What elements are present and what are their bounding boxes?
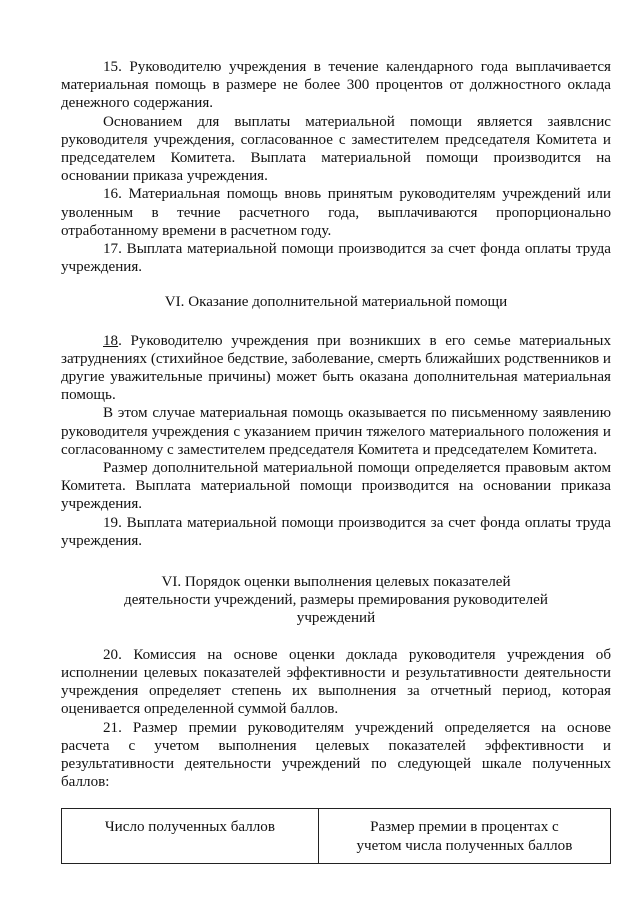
section-heading-evaluation [61,573,611,628]
paragraph-19: 19. Выплата материальной помощи производится за счет фонда оплаты труда учреждения. [61,514,611,549]
paragraph-18-amount: Размер дополнительной материальной помощи определяется правовым актом Комитета. Выплата материальной помощи производится на основании приказа учреждения. [61,460,611,513]
paragraph-15-basis: Основанием для выплаты материальной помощи является заявлснис руководителя учреждения, согласованное с заместителем председателя Комитета и председателем Комитета. Выплата материальной помощи производится на основании приказа учреждения. [61,113,611,185]
paragraph-18 [61,332,611,405]
document-page [61,58,611,864]
table-header-bonus-line-1: Размер премии в процентах с [370,819,559,836]
paragraph-16: 16. Материальная помощь вновь принятым руководителям учреждений или уволенным в течние расчетного года, выплачиваются пропорционально отработанному времени в расчетном году. [61,186,611,239]
table-header-points: Число полученных баллов [62,809,319,863]
paragraph-17: 17. Выплата материальной помощи производится за счет фонда оплаты труда учреждения. [61,241,611,276]
section-heading-line-3: учреждений [296,610,376,627]
section-heading-line-2: деятельности учреждений, размеры премирования руководителей [124,592,548,609]
paragraph-18-text: . Руководителю учреждения при возникших в его семье материальных затруднениях (стихийное бедствие, заболевание, смерть ближайших родственников и другие уважительные причины) может быть оказана дополнительная материальная помощь. [61,332,611,404]
paragraph-18-number: 18 [103,332,119,349]
section-heading-line-1: VI. Порядок оценки выполнения целевых показателей [161,574,511,591]
paragraph-20: 20. Комиссия на основе оценки доклада руководителя учреждения об исполнении целевых показателей эффективности и результативности деятельности учреждения определяет степень их выполнения за отчетный период, которая оценивается определенной суммой баллов. [61,646,611,718]
score-table [61,808,611,863]
table-header-row [62,809,611,863]
paragraph-18-case: В этом случае материальная помощь оказывается по письменному заявлению руководителя учреждения с указанием причин тяжелого материального положения и согласованному с заместителем председателя Комитета и председателем Комитета. [61,405,611,458]
table-header-bonus [318,809,610,863]
paragraph-21: 21. Размер премии руководителям учреждений определяется на основе расчета с учетом выполнения целевых показателей эффективности и результативности деятельности учреждений по следующей шкале полученных баллов: [61,719,611,791]
paragraph-15: 15. Руководителю учреждения в течение календарного года выплачивается материальная помощь в размере не более 300 процентов от должностного оклада денежного содержания. [61,59,611,112]
section-heading-additional-aid: VI. Оказание дополнительной материальной помощи [164,294,508,311]
table-header-bonus-line-2: учетом числа полученных баллов [356,837,573,854]
